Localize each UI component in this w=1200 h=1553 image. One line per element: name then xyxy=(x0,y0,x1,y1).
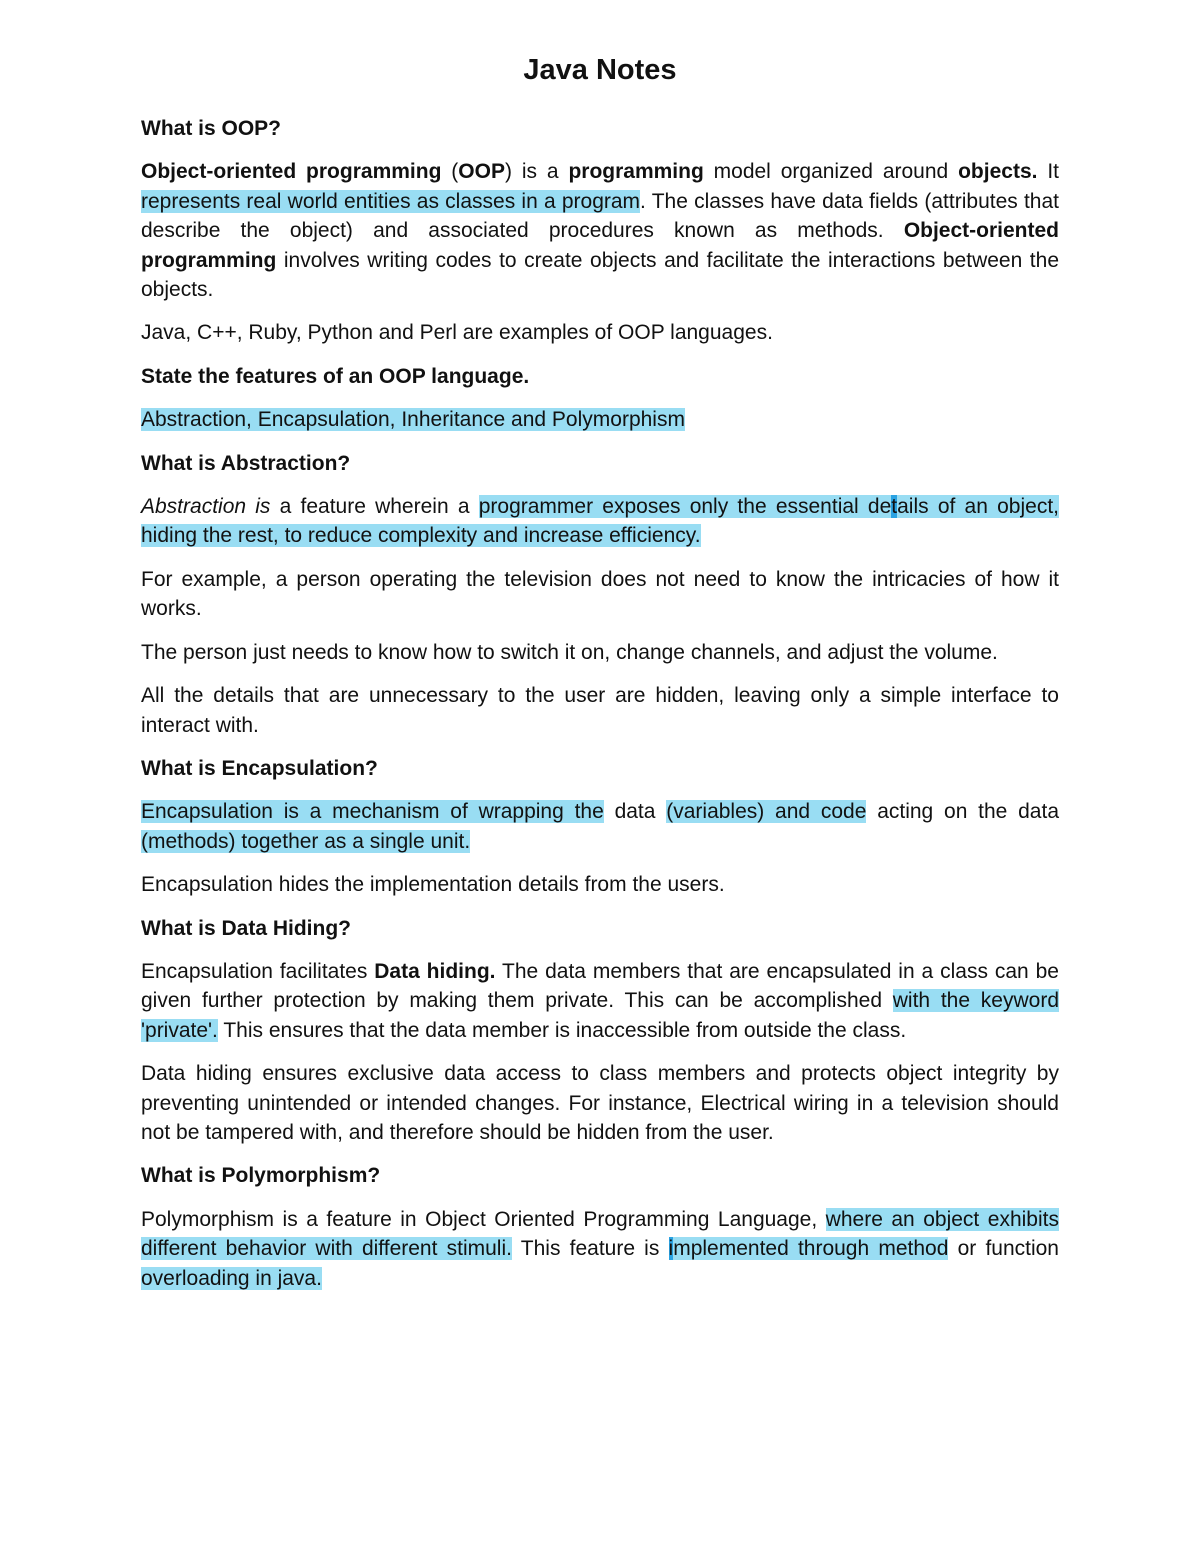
text-run: This feature is xyxy=(511,1237,669,1261)
bold-term: programming xyxy=(568,160,704,184)
highlight: ails of an object, hiding the rest, to reduce complexity and increase efficiency. xyxy=(141,495,1059,548)
paragraph-oop-examples: Java, C++, Ruby, Python and Perl are examples of OOP languages. xyxy=(141,321,773,345)
heading-data-hiding: What is Data Hiding? xyxy=(141,916,351,940)
text-run: or function xyxy=(948,1237,1059,1261)
paragraph-oop-definition xyxy=(141,157,1059,304)
paragraph-abstraction-person: The person just needs to know how to switch it on, change channels, and adjust the volume. xyxy=(141,640,998,664)
paragraph-data-hiding-definition xyxy=(141,957,1059,1045)
heading-encapsulation: What is Encapsulation? xyxy=(141,756,378,780)
text-run: acting on the data xyxy=(866,800,1059,824)
paragraph-abstraction-hidden: All the details that are unnecessary to the user are hidden, leaving only a simple interface to interact with. xyxy=(141,684,1059,737)
highlight: Encapsulation is a mechanism of wrapping the xyxy=(141,800,604,824)
heading-abstraction: What is Abstraction? xyxy=(141,451,351,475)
text-run: ( xyxy=(441,160,459,184)
text-run: It xyxy=(1037,160,1060,184)
highlight: programmer exposes only the essential de xyxy=(478,495,892,519)
highlight: where an object exhibits different behavior with different stimuli. xyxy=(141,1207,1059,1261)
text-run: . The classes have data fields (attributes that describe the object) and associated procedures known as methods. xyxy=(141,189,1059,243)
bold-term: Data hiding. xyxy=(374,959,496,983)
highlight: overloading in java. xyxy=(141,1266,322,1290)
page-title: Java Notes xyxy=(523,54,677,86)
highlight: represents real world entities as classes in a program xyxy=(141,189,641,213)
text-run: ) is a xyxy=(504,160,569,184)
bold-term: Object-oriented programming xyxy=(141,160,442,184)
text-run: involves writing codes to create objects and facilitate the interactions between the objects. xyxy=(141,248,1059,302)
paragraph-data-hiding-integrity: Data hiding ensures exclusive data access to class members and protects object integrity by preventing unintended or intended changes. For instance, Electrical wiring in a television should not be tampered with, and therefore should be hidden from the user. xyxy=(141,1062,1059,1144)
heading-polymorphism: What is Polymorphism? xyxy=(141,1164,381,1188)
highlight-dark: t xyxy=(891,495,898,519)
paragraph-encapsulation-definition xyxy=(141,797,1059,856)
highlight: with the keyword 'private'. xyxy=(141,989,1059,1042)
heading-oop: What is OOP? xyxy=(141,117,282,140)
text-run: Encapsulation facilitates xyxy=(141,959,375,983)
bold-term: Object-oriented programming xyxy=(141,219,1059,272)
paragraph-features-answer xyxy=(141,405,1059,434)
text-run: model organized around xyxy=(703,160,959,184)
text-run: The data members that are encapsulated in a class can be given further protection by making them private. This can be accomplished xyxy=(141,959,1059,1013)
bold-term: OOP xyxy=(458,160,505,184)
document-page xyxy=(141,52,1059,1307)
highlight: (methods) together as a single unit. xyxy=(141,829,471,853)
highlight: (variables) and code xyxy=(666,800,867,824)
highlight: mplemented through method xyxy=(673,1237,949,1261)
highlight: Abstraction, Encapsulation, Inheritance and Polymorphism xyxy=(141,408,685,432)
text-run: data xyxy=(603,800,667,824)
paragraph-abstraction-definition xyxy=(141,492,1059,551)
bold-term: objects. xyxy=(958,160,1038,184)
text-run: This ensures that the data member is inaccessible from outside the class. xyxy=(217,1018,907,1042)
highlight-dark: i xyxy=(668,1237,674,1261)
text-run: a feature wherein a xyxy=(270,495,479,519)
paragraph-encapsulation-hides: Encapsulation hides the implementation details from the users. xyxy=(141,873,725,897)
paragraph-polymorphism-definition xyxy=(141,1205,1059,1293)
heading-features: State the features of an OOP language. xyxy=(141,364,530,388)
text-run: Polymorphism is a feature in Object Oriented Programming Language, xyxy=(141,1207,826,1231)
paragraph-abstraction-example: For example, a person operating the television does not need to know the intricacies of how it works. xyxy=(141,567,1059,621)
italic-term: Abstraction is xyxy=(141,495,271,519)
